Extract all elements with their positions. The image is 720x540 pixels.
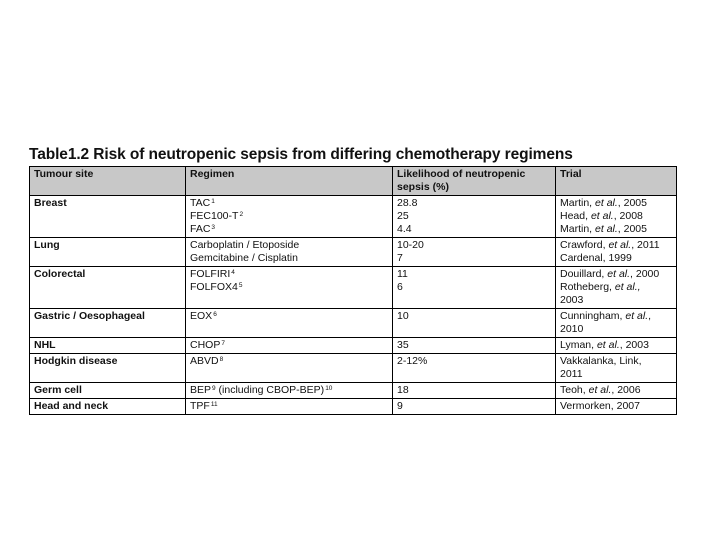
regimen-name: FOLFOX4 bbox=[190, 281, 238, 293]
likelihood-cell bbox=[393, 309, 556, 338]
tumour-site-cell bbox=[30, 196, 186, 238]
table-row bbox=[30, 338, 677, 354]
likelihood-cell bbox=[393, 354, 556, 383]
regimen-name: Carboplatin / Etoposide bbox=[190, 239, 300, 251]
trial-year: , 2011 bbox=[631, 239, 660, 251]
regimen-line bbox=[190, 223, 388, 236]
regimen-line bbox=[190, 239, 388, 252]
likelihood-value: 2-12% bbox=[397, 355, 428, 367]
regimen-line bbox=[190, 384, 388, 397]
regimen-cell bbox=[186, 354, 393, 383]
trial-author: Rotheberg, bbox=[560, 281, 615, 293]
regimen-line bbox=[190, 355, 388, 368]
table-body bbox=[30, 196, 677, 415]
trial-year: 2011 bbox=[560, 368, 583, 380]
table-row bbox=[30, 354, 677, 383]
regimen-cell bbox=[186, 238, 393, 267]
regimen-ref: 9 bbox=[212, 385, 216, 392]
trial-etal: et al. bbox=[625, 310, 649, 322]
regimen-line bbox=[190, 310, 388, 323]
regimen-name: CHOP bbox=[190, 339, 221, 351]
regimen-line bbox=[190, 400, 388, 413]
table-row bbox=[30, 196, 677, 238]
likelihood-cell bbox=[393, 238, 556, 267]
tumour-site-cell bbox=[30, 338, 186, 354]
trial-year: 2003 bbox=[560, 294, 584, 306]
trial-etal: et al. bbox=[590, 210, 614, 222]
spacer bbox=[190, 294, 388, 307]
trial-line bbox=[560, 384, 672, 397]
header-regimen: Regimen bbox=[186, 167, 393, 196]
trial-etal: et al. bbox=[608, 239, 632, 251]
trial-year: , 2006 bbox=[611, 384, 641, 396]
regimen-ref: 7 bbox=[221, 340, 225, 347]
regimen-ref: 6 bbox=[213, 311, 217, 318]
trial-year: , 2000 bbox=[630, 268, 660, 280]
trial-cell bbox=[556, 354, 677, 383]
regimen-line bbox=[190, 252, 388, 265]
regimen-ref: 8 bbox=[219, 356, 224, 363]
trial-year: 2010 bbox=[560, 323, 584, 335]
regimen-ref: 10 bbox=[325, 385, 333, 392]
header-row bbox=[30, 167, 677, 196]
likelihood-cell bbox=[393, 267, 556, 309]
tumour-site-cell bbox=[30, 309, 186, 338]
trial-line bbox=[560, 210, 672, 223]
trial-etal: et al. bbox=[595, 223, 618, 235]
regimen-ref: 5 bbox=[238, 282, 243, 289]
regimen-table bbox=[29, 166, 677, 415]
regimen-ref: 3 bbox=[211, 224, 216, 231]
spacer bbox=[397, 368, 551, 381]
regimen-name: TPF bbox=[190, 400, 210, 412]
trial-line bbox=[560, 339, 672, 352]
regimen-name: Gemcitabine / Cisplatin bbox=[190, 252, 298, 264]
tumour-site-label: Hodgkin disease bbox=[34, 355, 118, 367]
trial-etal: et al. bbox=[595, 197, 618, 209]
tumour-site-cell bbox=[30, 399, 186, 415]
trial-line bbox=[560, 223, 672, 236]
tumour-site-label: Head and neck bbox=[34, 400, 109, 412]
tumour-site-label: Colorectal bbox=[34, 268, 86, 280]
regimen-name: TAC bbox=[190, 197, 211, 209]
trial-line bbox=[560, 197, 672, 210]
likelihood-value: 6 bbox=[397, 281, 403, 293]
likelihood-cell bbox=[393, 196, 556, 238]
header-trial: Trial bbox=[556, 167, 677, 196]
likelihood-cell bbox=[393, 399, 556, 415]
trial-line bbox=[560, 355, 672, 368]
trial-cell bbox=[556, 399, 677, 415]
likelihood-value: 35 bbox=[397, 339, 409, 351]
tumour-site-label: Lung bbox=[34, 239, 60, 251]
regimen-cell bbox=[186, 338, 393, 354]
trial-year: , 2003 bbox=[619, 339, 649, 351]
tumour-site-label: Breast bbox=[34, 197, 67, 209]
trial-etal: et al. bbox=[596, 339, 620, 351]
likelihood-value: 28.8 bbox=[397, 197, 418, 209]
trial-etal: et al., bbox=[614, 281, 641, 293]
trial-author: Martin, bbox=[560, 197, 596, 209]
trial-author: Head, bbox=[560, 210, 591, 222]
regimen-name: EOX bbox=[190, 310, 213, 322]
likelihood-value: 10-20 bbox=[397, 239, 424, 251]
trial-line bbox=[560, 268, 672, 281]
regimen-ref: 11 bbox=[210, 401, 218, 408]
trial-cell bbox=[556, 309, 677, 338]
trial-author: Vermorken, 2007 bbox=[560, 400, 640, 412]
likelihood-value: 7 bbox=[397, 252, 403, 264]
spacer bbox=[190, 323, 388, 336]
header-likelihood: Likelihood of neutropenic sepsis (%) bbox=[393, 167, 556, 196]
regimen-cell bbox=[186, 309, 393, 338]
trial-cell bbox=[556, 196, 677, 238]
document bbox=[29, 146, 676, 416]
trial-author: Martin, bbox=[560, 223, 596, 235]
header-tumour-site: Tumour site bbox=[30, 167, 186, 196]
trial-author: Lyman, bbox=[560, 339, 597, 351]
tumour-site-cell bbox=[30, 354, 186, 383]
trial-year: , 2005 bbox=[617, 223, 647, 235]
table-row bbox=[30, 309, 677, 338]
likelihood-value: 9 bbox=[397, 400, 403, 412]
regimen-line bbox=[190, 339, 388, 352]
regimen-line bbox=[190, 281, 388, 294]
regimen-name: BEP bbox=[190, 384, 212, 396]
regimen-name: FEC100-T bbox=[190, 210, 239, 222]
trial-author: Vakkalanka, Link, bbox=[560, 355, 642, 367]
table-row bbox=[30, 238, 677, 267]
tumour-site-label: NHL bbox=[34, 339, 56, 351]
likelihood-value: 10 bbox=[397, 310, 409, 322]
trial-author: Cardenal, 1999 bbox=[560, 252, 632, 264]
regimen-cell bbox=[186, 267, 393, 309]
likelihood-value: 4.4 bbox=[397, 223, 412, 235]
likelihood-value: 25 bbox=[397, 210, 409, 222]
spacer bbox=[190, 368, 388, 381]
trial-cell bbox=[556, 267, 677, 309]
regimen-ref: 2 bbox=[239, 211, 244, 218]
regimen-suffix: (including CBOP-BEP) bbox=[215, 384, 325, 396]
spacer bbox=[397, 294, 551, 307]
trial-line bbox=[560, 400, 672, 413]
tumour-site-cell bbox=[30, 267, 186, 309]
trial-author: Teoh, bbox=[560, 384, 589, 396]
regimen-cell bbox=[186, 196, 393, 238]
regimen-line bbox=[190, 210, 388, 223]
trial-line bbox=[560, 310, 672, 323]
table-row bbox=[30, 267, 677, 309]
trial-line bbox=[560, 239, 672, 252]
spacer bbox=[397, 323, 551, 336]
regimen-ref: 1 bbox=[211, 198, 215, 205]
trial-year: , 2008 bbox=[613, 210, 643, 222]
trial-etal: et al. bbox=[607, 268, 631, 280]
trial-author: Cunningham, bbox=[560, 310, 626, 322]
table-title: Table1.2 Risk of neutropenic sepsis from differing chemotherapy regimens bbox=[29, 146, 573, 163]
trial-cell bbox=[556, 338, 677, 354]
likelihood-cell bbox=[393, 338, 556, 354]
table-row bbox=[30, 383, 677, 399]
likelihood-cell bbox=[393, 383, 556, 399]
regimen-name: FAC bbox=[190, 223, 211, 235]
table-row bbox=[30, 399, 677, 415]
trial-cell bbox=[556, 238, 677, 267]
tumour-site-cell bbox=[30, 383, 186, 399]
trial-author: Crawford, bbox=[560, 239, 609, 251]
regimen-cell bbox=[186, 399, 393, 415]
regimen-ref: 4 bbox=[231, 269, 235, 276]
trial-author: Douillard, bbox=[560, 268, 608, 280]
trial-year: , bbox=[648, 310, 652, 322]
trial-line bbox=[560, 281, 672, 294]
regimen-name: FOLFIRI bbox=[190, 268, 231, 280]
trial-line bbox=[560, 252, 672, 265]
regimen-line bbox=[190, 268, 388, 281]
trial-year: , 2005 bbox=[617, 197, 647, 209]
tumour-site-label: Gastric / Oesophageal bbox=[34, 310, 145, 322]
regimen-cell bbox=[186, 383, 393, 399]
regimen-line bbox=[190, 197, 388, 210]
tumour-site-cell bbox=[30, 238, 186, 267]
tumour-site-label: Germ cell bbox=[34, 384, 82, 396]
trial-cell bbox=[556, 383, 677, 399]
regimen-name: ABVD bbox=[190, 355, 219, 367]
likelihood-value: 11 bbox=[397, 268, 408, 280]
trial-etal: et al. bbox=[588, 384, 612, 396]
likelihood-value: 18 bbox=[397, 384, 409, 396]
